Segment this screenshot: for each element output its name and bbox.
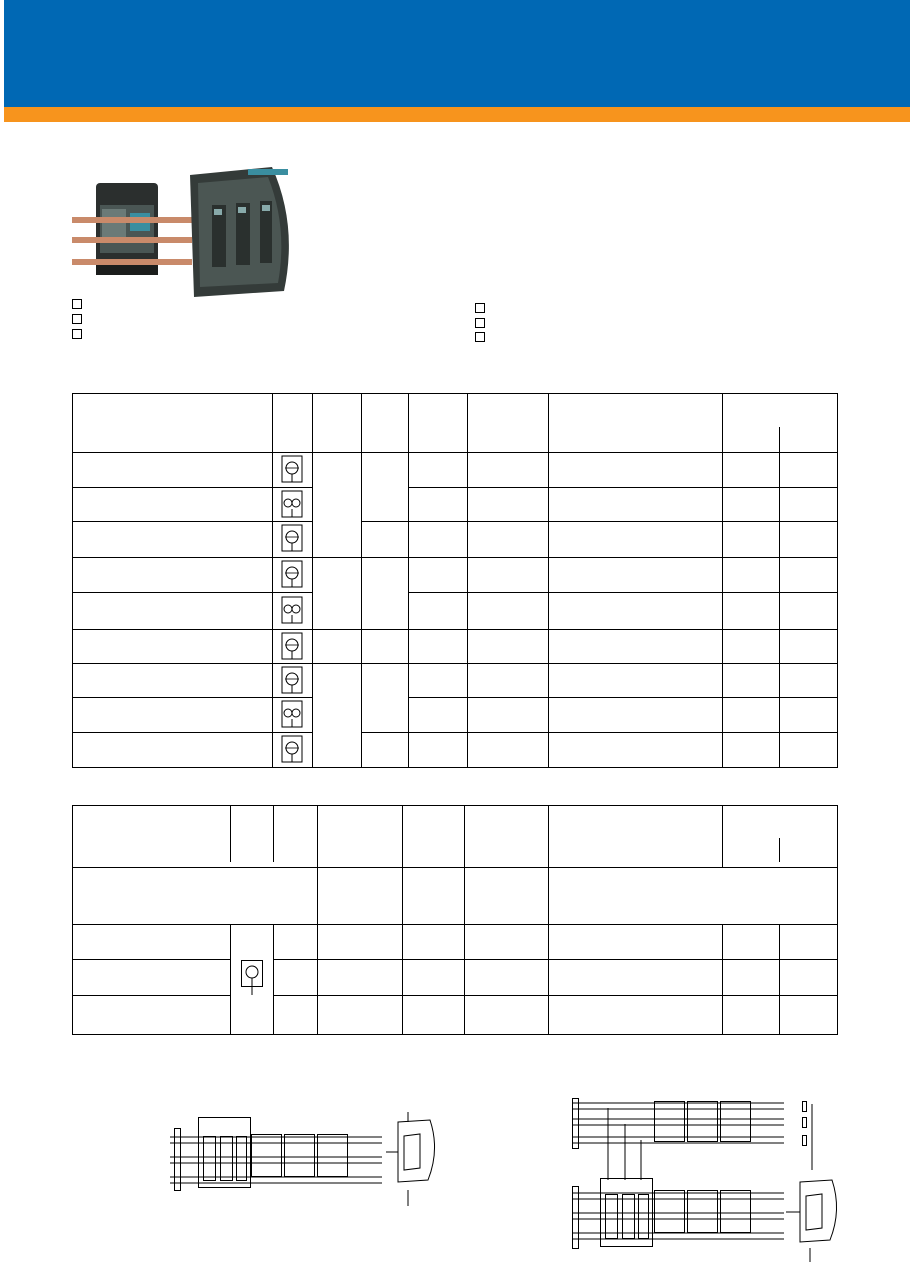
merged-cells — [313, 453, 408, 767]
busbar-mounting-diagram — [170, 1112, 435, 1206]
terminal-symbols — [282, 456, 302, 762]
table-2 — [72, 805, 838, 1035]
busbar-mounting-diagram-stacked — [572, 1099, 837, 1263]
table-1 — [72, 393, 838, 768]
